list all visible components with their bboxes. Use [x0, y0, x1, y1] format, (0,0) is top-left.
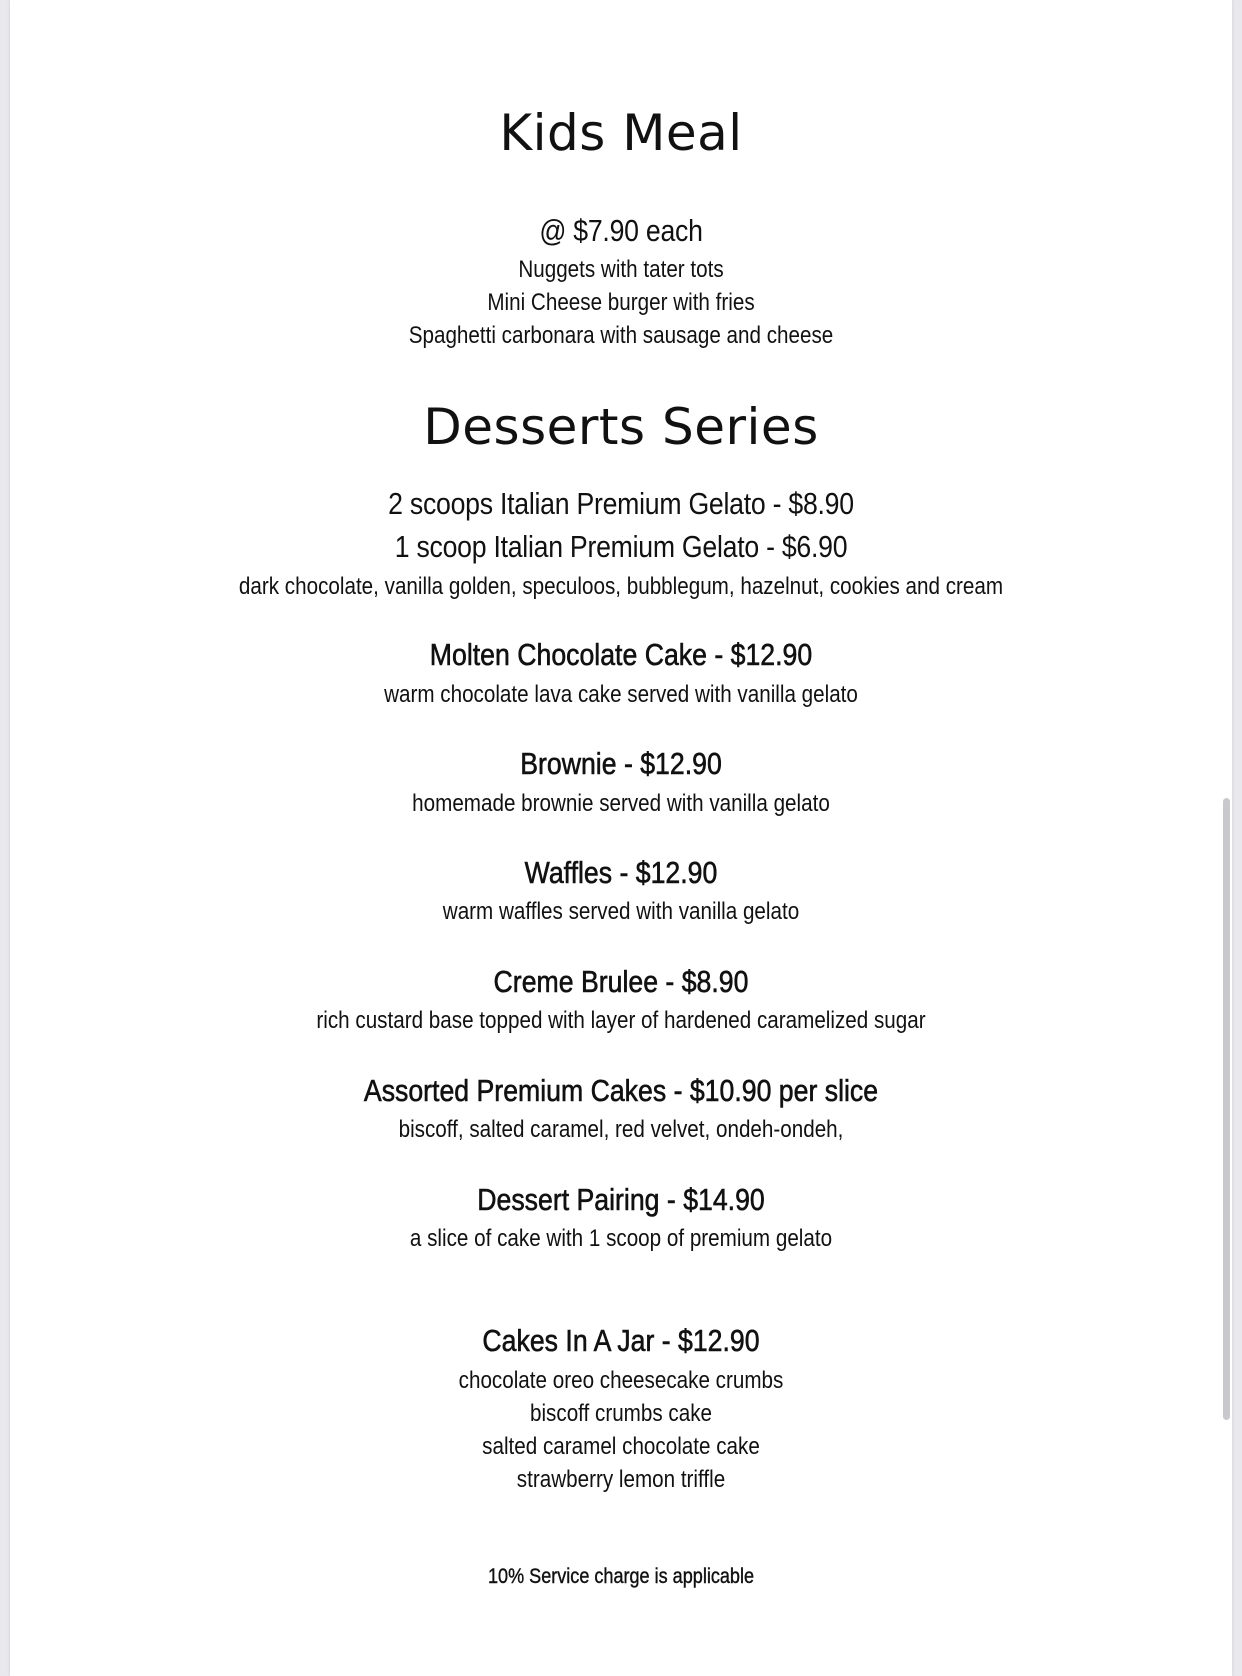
kids-meal-item: Spaghetti carbonara with sausage and cheese [408, 322, 834, 349]
desserts-title: Desserts Series [423, 398, 819, 456]
cakes-in-jar-option: biscoff crumbs cake [529, 1400, 712, 1427]
cakes-in-jar-option: strawberry lemon triffle [516, 1466, 726, 1493]
kids-meal-price: @ $7.90 each [539, 213, 703, 248]
dessert-item-name: Creme Brulee - $8.90 [493, 964, 749, 999]
dessert-item-desc: warm waffles served with vanilla gelato [442, 898, 800, 925]
dessert-item-name: Molten Chocolate Cake - $12.90 [429, 637, 813, 672]
service-charge-note: 10% Service charge is applicable [487, 1565, 755, 1588]
gelato-two-scoops: 2 scoops Italian Premium Gelato - $8.90 [388, 486, 854, 521]
kids-meal-item: Mini Cheese burger with fries [487, 289, 755, 316]
dessert-item-name: Waffles - $12.90 [524, 855, 718, 890]
dessert-item-name: Assorted Premium Cakes - $10.90 per slice [363, 1073, 879, 1108]
vertical-scrollbar[interactable] [1223, 798, 1230, 1420]
dessert-item-name: Dessert Pairing - $14.90 [477, 1182, 765, 1217]
dessert-item-desc: a slice of cake with 1 scoop of premium gelato [409, 1225, 833, 1252]
dessert-item-name: Brownie - $12.90 [520, 746, 722, 781]
cakes-in-jar-name: Cakes In A Jar - $12.90 [482, 1323, 760, 1358]
kids-meal-item: Nuggets with tater tots [518, 256, 724, 283]
dessert-item-desc: biscoff, salted caramel, red velvet, ondeh-ondeh, [398, 1116, 844, 1143]
dessert-item-desc: warm chocolate lava cake served with vanilla gelato [384, 681, 858, 708]
gelato-one-scoop: 1 scoop Italian Premium Gelato - $6.90 [394, 529, 848, 564]
cakes-in-jar-option: chocolate oreo cheesecake crumbs [458, 1367, 784, 1394]
dessert-item-desc: homemade brownie served with vanilla gelato [412, 790, 830, 817]
kids-meal-title: Kids Meal [499, 104, 743, 162]
cakes-in-jar-option: salted caramel chocolate cake [482, 1433, 760, 1460]
dessert-item-desc: rich custard base topped with layer of hardened caramelized sugar [316, 1007, 926, 1034]
gelato-flavours: dark chocolate, vanilla golden, speculoos, bubblegum, hazelnut, cookies and cream [238, 573, 1004, 600]
